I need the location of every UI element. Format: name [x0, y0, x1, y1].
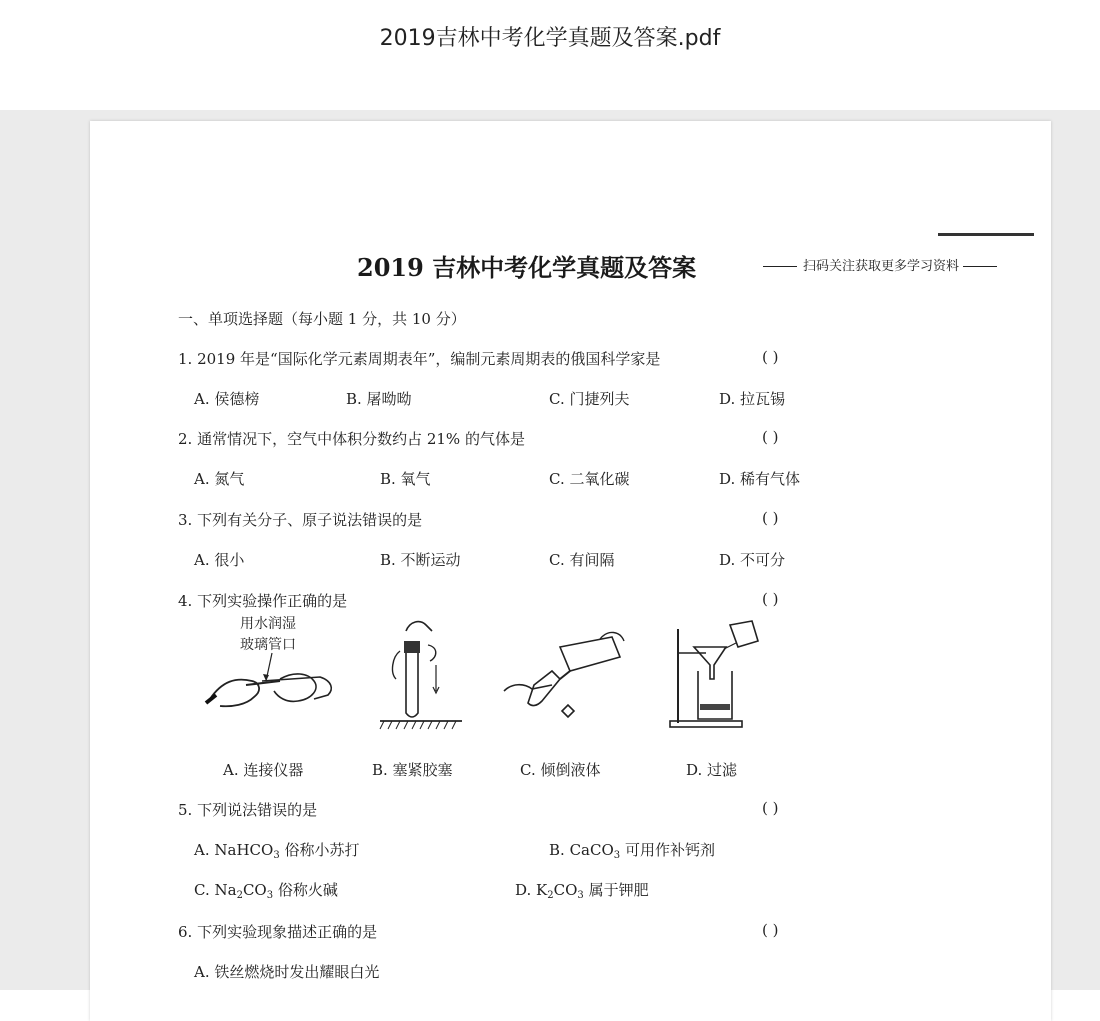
question-4: 4. 下列实验操作正确的是 — [178, 592, 348, 610]
figure-a-label-1: 用水润湿 — [240, 616, 296, 632]
figure-b-insert-stopper — [376, 617, 466, 737]
side-note: 扫码关注获取更多学习资料 — [763, 255, 997, 274]
answer-bracket-6[interactable]: ( ) — [762, 921, 779, 939]
q4-option-c[interactable]: C. 倾倒液体 — [520, 761, 601, 779]
document-file-name: 2019吉林中考化学真题及答案.pdf — [379, 26, 721, 51]
q5-option-a[interactable]: A. NaHCO$_3$ 俗称小苏打 — [194, 841, 360, 861]
answer-bracket-3[interactable]: ( ) — [762, 509, 779, 527]
q2-option-c[interactable]: C. 二氧化碳 — [549, 470, 630, 488]
side-note-rule-left — [763, 266, 797, 267]
q4-option-b[interactable]: B. 塞紧胶塞 — [372, 761, 453, 779]
q1-option-b[interactable]: B. 屠呦呦 — [346, 390, 412, 408]
figure-a-label-2: 玻璃管口 — [240, 637, 296, 653]
answer-bracket-1[interactable]: ( ) — [762, 348, 779, 366]
q1-option-c[interactable]: C. 门捷列夫 — [549, 390, 630, 408]
scan-mark — [938, 233, 1034, 236]
exam-title: 2019 吉林中考化学真题及答案 — [357, 253, 697, 282]
figure-a-connect-instruments — [202, 651, 342, 716]
q2-option-d[interactable]: D. 稀有气体 — [719, 470, 801, 488]
pdf-page — [90, 121, 1051, 1021]
question-2: 2. 通常情况下，空气中体积分数约占 21% 的气体是 — [178, 430, 525, 448]
q4-option-a[interactable]: A. 连接仪器 — [223, 761, 304, 779]
q4-option-d[interactable]: D. 过滤 — [686, 761, 738, 779]
q3-option-d[interactable]: D. 不可分 — [719, 551, 786, 569]
section-heading: 一、单项选择题（每小题 1 分，共 10 分） — [178, 310, 466, 328]
q3-option-c[interactable]: C. 有间隔 — [549, 551, 615, 569]
viewer-header — [0, 0, 1100, 110]
answer-bracket-4[interactable]: ( ) — [762, 590, 779, 608]
answer-bracket-5[interactable]: ( ) — [762, 799, 779, 817]
q2-option-a[interactable]: A. 氮气 — [194, 470, 245, 488]
q5-option-c[interactable]: C. $Na_2CO_3$ 俗称火碱 — [194, 881, 338, 901]
figure-c-pour-liquid — [500, 627, 630, 727]
q1-option-d[interactable]: D. 拉瓦锡 — [719, 390, 786, 408]
figure-d-filtration — [666, 619, 766, 731]
question-6: 6. 下列实验现象描述正确的是 — [178, 923, 378, 941]
q3-option-b[interactable]: B. 不断运动 — [380, 551, 461, 569]
q5-option-b[interactable]: B. CaCO$_3$ 可用作补钙剂 — [549, 841, 715, 861]
side-note-rule-right — [963, 266, 997, 267]
question-5: 5. 下列说法错误的是 — [178, 801, 318, 819]
q3-option-a[interactable]: A. 很小 — [194, 551, 245, 569]
q6-option-a[interactable]: A. 铁丝燃烧时发出耀眼白光 — [194, 963, 380, 981]
question-3: 3. 下列有关分子、原子说法错误的是 — [178, 511, 423, 529]
question-1: 1. 2019 年是“国际化学元素周期表年”，编制元素周期表的俄国科学家是 — [178, 350, 661, 368]
q5-option-d[interactable]: D. $K_2CO_3$ 属于钾肥 — [515, 881, 649, 901]
q2-option-b[interactable]: B. 氧气 — [380, 470, 431, 488]
q1-option-a[interactable]: A. 侯德榜 — [194, 390, 260, 408]
answer-bracket-2[interactable]: ( ) — [762, 428, 779, 446]
